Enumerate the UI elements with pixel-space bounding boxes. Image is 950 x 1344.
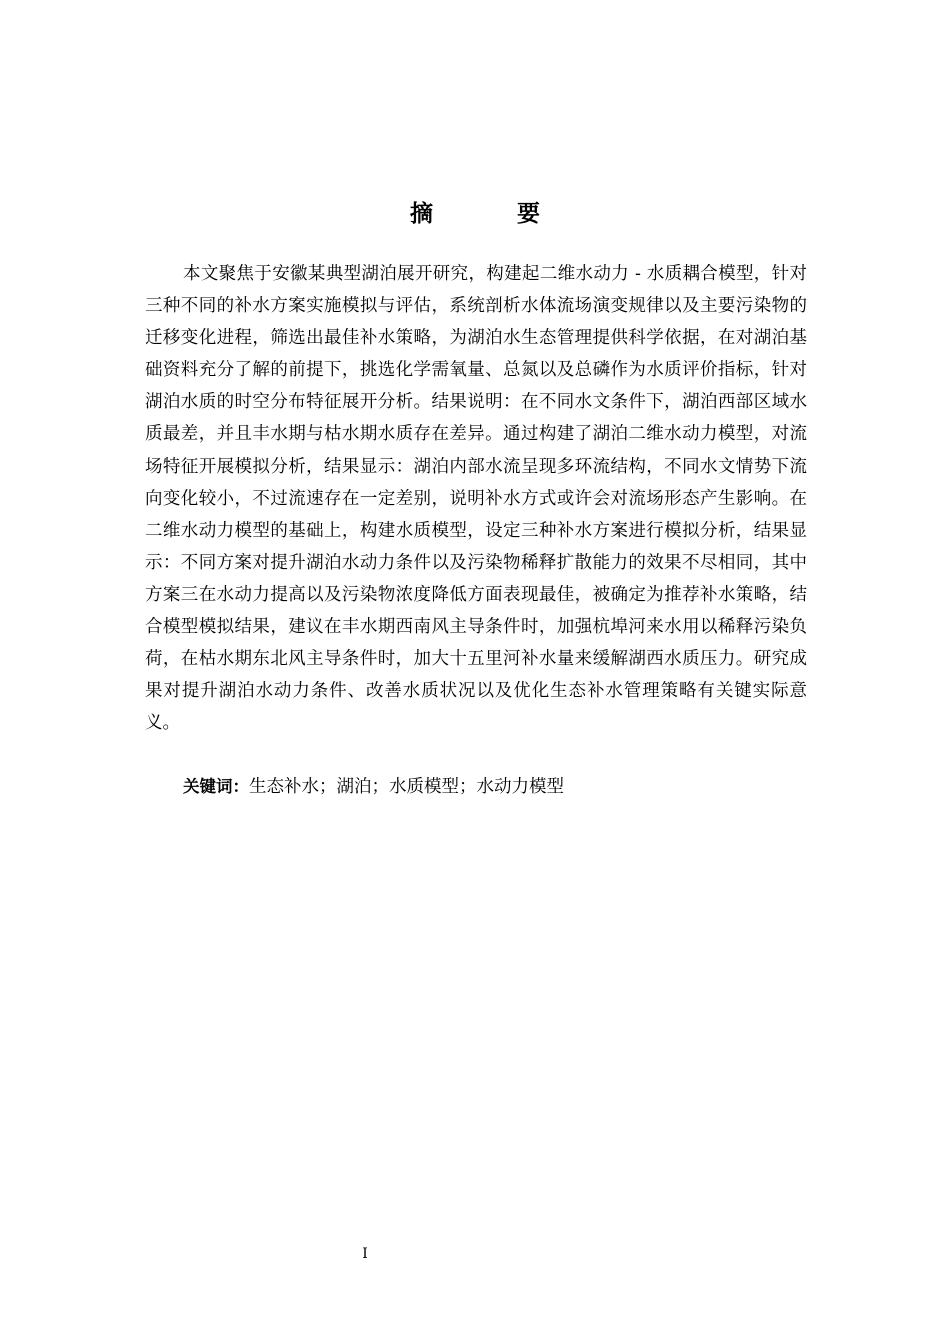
keywords-label: 关键词： xyxy=(183,777,249,796)
keywords-list: 生态补水；湖泊；水质模型；水动力模型 xyxy=(249,777,564,797)
keywords-line xyxy=(183,771,803,803)
abstract-paragraph: 本文聚焦于安徽某典型湖泊展开研究，构建起二维水动力 - 水质耦合模型，针对三种不同的补水方案实施模拟与评估，系统剖析水体流场演变规律以及主要污染物的迁移变化进程，筛选出最佳补水策略，为湖泊水生态管理提供科学依据，在对湖泊基础资料充分了解的前提下，挑选化学需氧量、总氮以及总磷作为水质评价指标，针对湖泊水质的时空分布特征展开分析。结果说明：在不同水文条件下，湖泊西部区域水质最差，并且丰水期与枯水期水质存在差异。通过构建了湖泊二维水动力模型，对流场特征开展模拟分析，结果显示：湖泊内部水流呈现多环流结构，不同水文情势下流向变化较小，不过流速存在一定差别，说明补水方式或许会对流场形态产生影响。在二维水动力模型的基础上，构建水质模型，设定三种补水方案进行模拟分析，结果显示：不同方案对提升湖泊水动力条件以及污染物稀释扩散能力的效果不尽相同，其中方案三在水动力提高以及污染物浓度降低方面表现最佳，被确定为推荐补水策略，结合模型模拟结果，建议在丰水期西南风主导条件时，加强杭埠河来水用以稀释污染负荷，在枯水期东北风主导条件时，加大十五里河补水量来缓解湖西水质压力。研究成果对提升湖泊水动力条件、改善水质状况以及优化生态补水管理策略有关键实际意义。 xyxy=(145,264,807,734)
abstract-title: 摘 要 xyxy=(409,201,578,227)
page-number: I xyxy=(362,1246,368,1262)
